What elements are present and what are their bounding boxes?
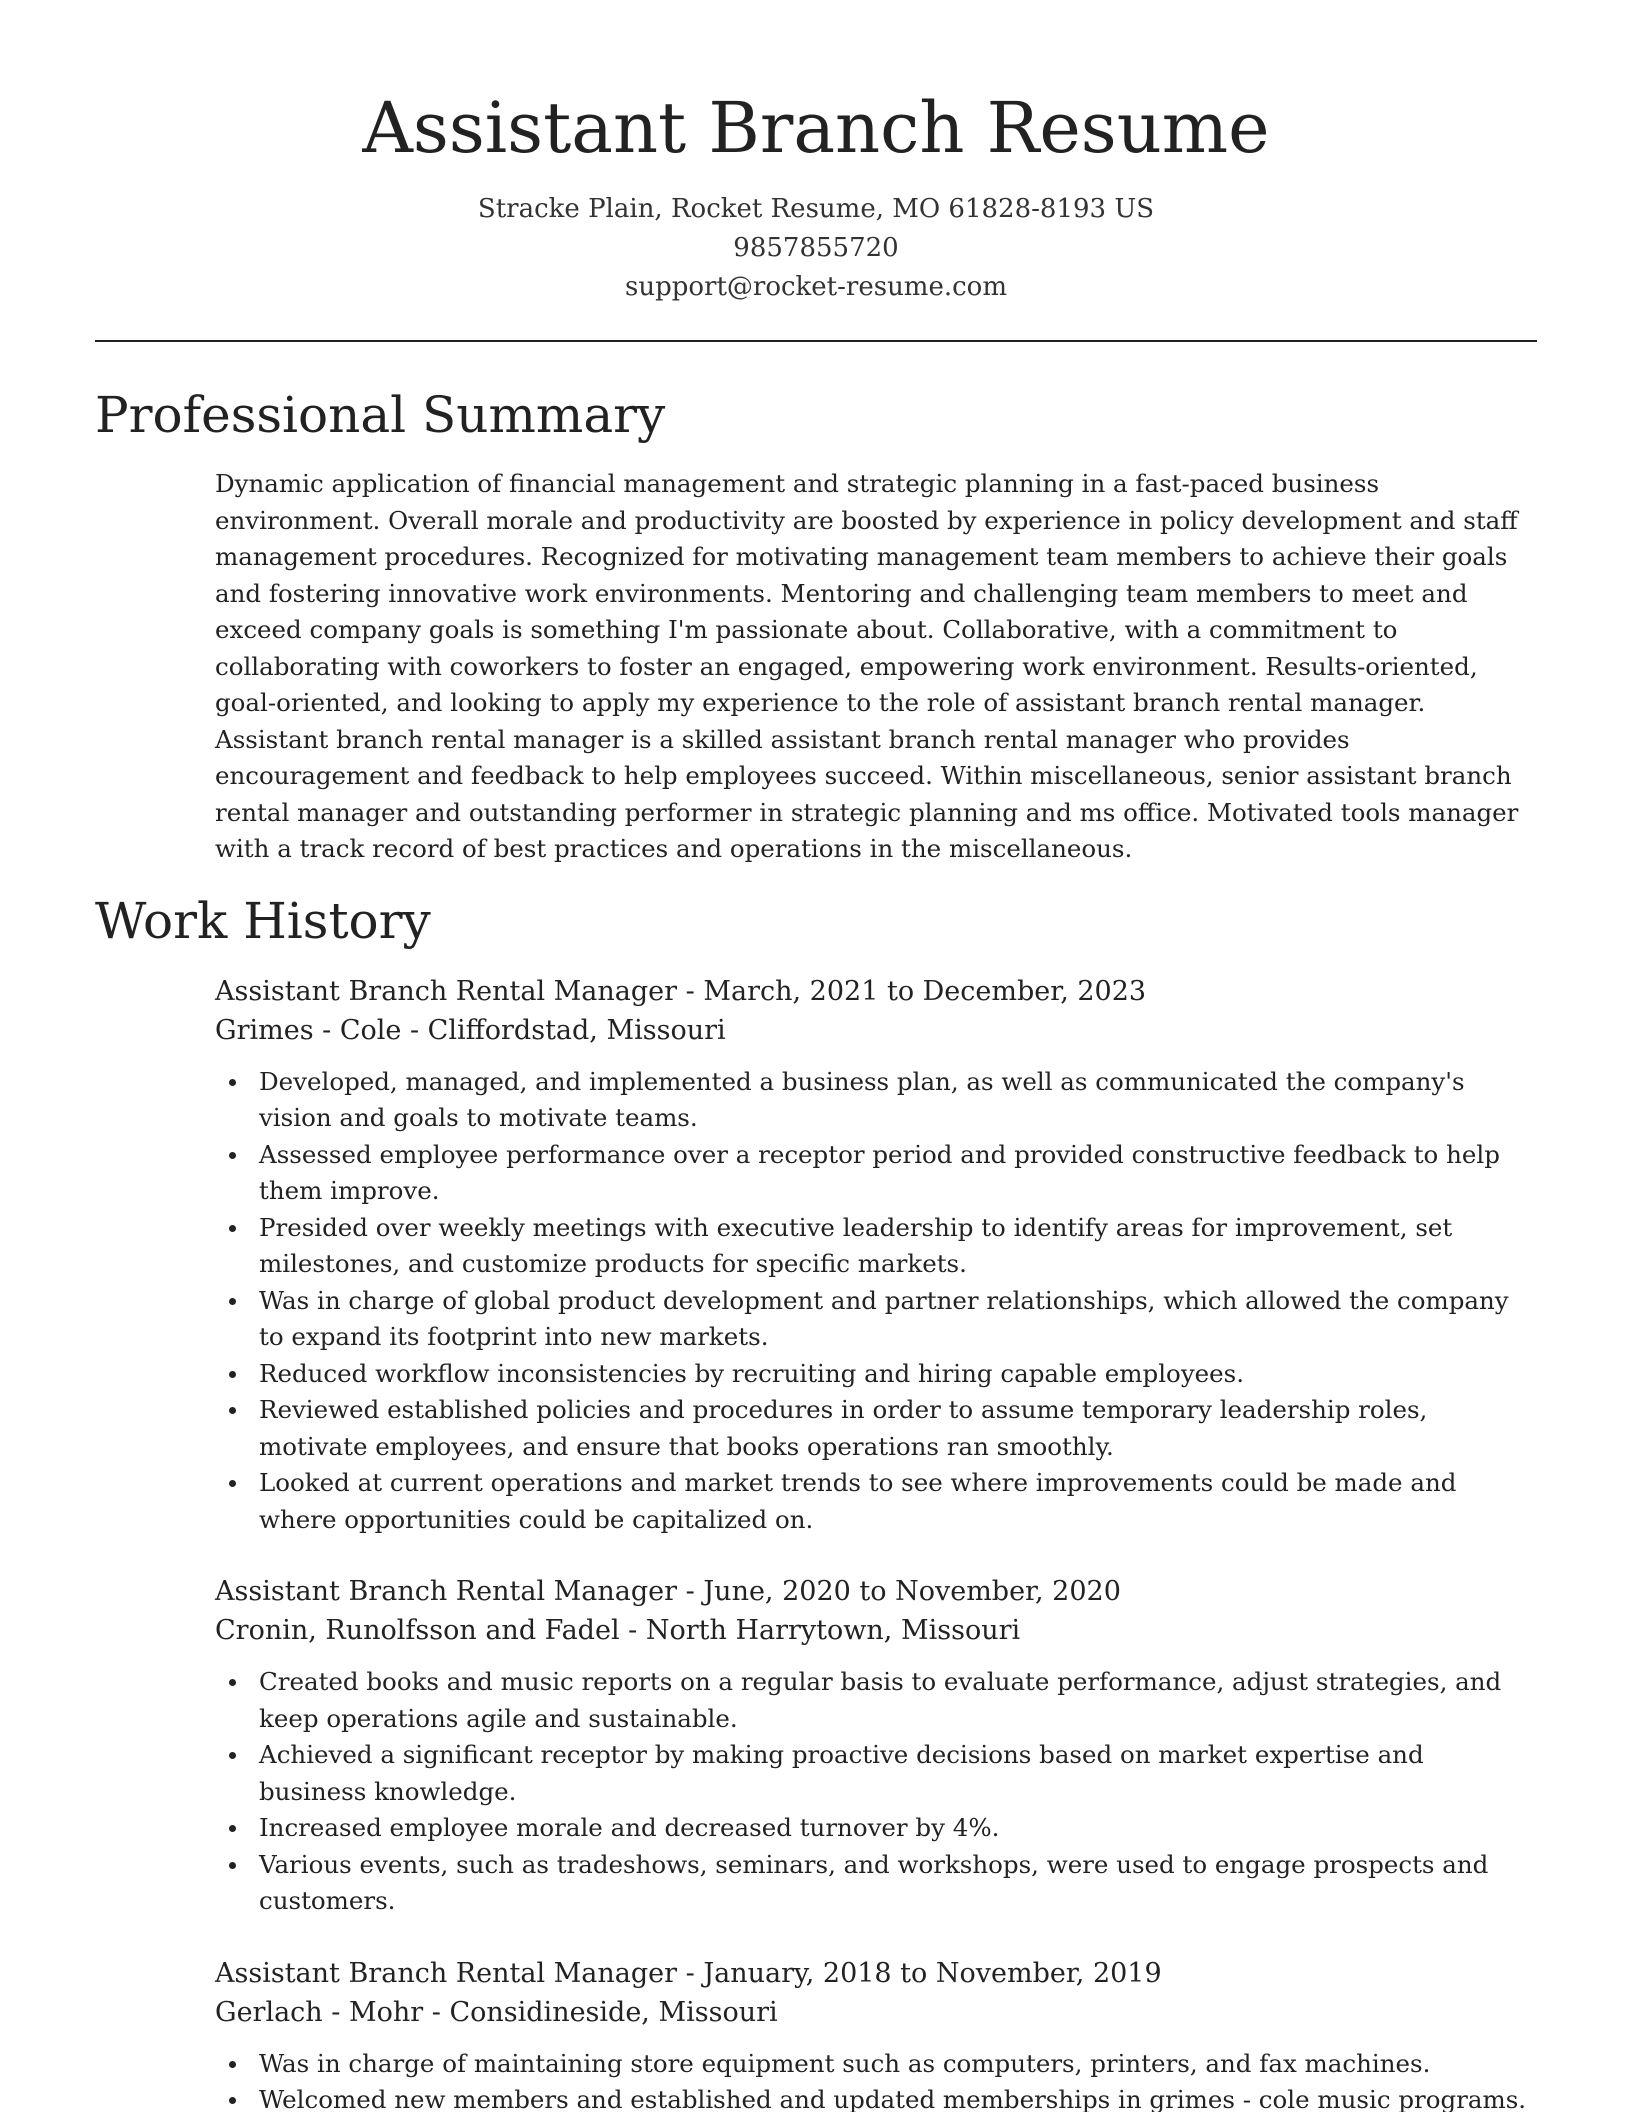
resume-title: Assistant Branch Resume — [362, 87, 1270, 169]
job-company: Cronin, Runolfsson and Fadel — [215, 1615, 620, 1646]
job-entry — [215, 1954, 1537, 2112]
header-divider — [95, 340, 1537, 342]
work-history-heading: Work History — [95, 891, 431, 950]
job-role: Assistant Branch Rental Manager — [215, 975, 678, 1007]
summary-heading: Professional Summary — [95, 386, 666, 444]
job-entry — [215, 1572, 1537, 1920]
job-entry — [215, 972, 1537, 1539]
job-role: Assistant Branch Rental Manager — [215, 1576, 678, 1607]
job-title-line — [215, 1572, 1537, 1611]
list-item: Was in charge of global product development and partner relationships, which allowed the company to expand its footprint into new markets. — [259, 1283, 1537, 1356]
list-item: Reviewed established policies and procedures in order to assume temporary leadership roles, motivate employees, and ensure that books operations ran smoothly. — [259, 1392, 1537, 1465]
job-location: - Considineside, Missouri — [423, 1996, 778, 2028]
job-company-line — [215, 1011, 1537, 1050]
list-item: Welcomed new members and established and updated memberships in grimes - cole music programs. — [259, 2082, 1537, 2112]
work-history-list — [215, 972, 1537, 2112]
list-item: Increased employee morale and decreased turnover by 4%. — [259, 1810, 1537, 1847]
job-title-line — [215, 972, 1537, 1011]
list-item: Reduced workflow inconsistencies by recruiting and hiring capable employees. — [259, 1356, 1537, 1393]
job-bullets — [215, 2046, 1537, 2112]
job-dates: - June, 2020 to November, 2020 — [677, 1576, 1121, 1607]
phone: 9857855720 — [733, 233, 899, 263]
summary-text: Dynamic application of financial management and strategic planning in a fast-paced business environment. Overall morale and productivity are boosted by experience in policy development and staff management procedures. Recognized for motivating management team members to achieve their goals and fostering innovative work environments. Mentoring and challenging team members to meet and exceed company goals is something I'm passionate about. Collaborative, with a commitment to collaborating with coworkers to foster an engaged, empowering work environment. Results-oriented, goal-oriented, and looking to apply my experience to the role of assistant branch rental manager. Assistant branch rental manager is a skilled assistant branch rental manager who provides encouragement and feedback to help employees succeed. Within miscellaneous, senior assistant branch rental manager and outstanding performer in strategic planning and ms office. Motivated tools manager with a track record of best practices and operations in the miscellaneous. — [215, 469, 1519, 863]
list-item: Assessed employee performance over a receptor period and provided constructive feedback to help them improve. — [259, 1137, 1537, 1210]
contact-info — [95, 190, 1537, 307]
job-company-line — [215, 1993, 1537, 2032]
list-item: Various events, such as tradeshows, seminars, and workshops, were used to engage prospects and customers. — [259, 1847, 1537, 1920]
job-company: Gerlach - Mohr — [215, 1996, 424, 2028]
job-bullets — [215, 1064, 1537, 1539]
list-item: Created books and music reports on a regular basis to evaluate performance, adjust strategies, and keep operations agile and sustainable. — [259, 1664, 1537, 1737]
job-bullets — [215, 1664, 1537, 1920]
job-company-line — [215, 1611, 1537, 1650]
job-location: - North Harrytown, Missouri — [619, 1615, 1021, 1646]
job-title-line — [215, 1954, 1537, 1993]
list-item: Looked at current operations and market trends to see where improvements could be made and where opportunities could be capitalized on. — [259, 1465, 1537, 1538]
job-dates: - March, 2021 to December, 2023 — [677, 975, 1147, 1007]
list-item: Presided over weekly meetings with executive leadership to identify areas for improvement, set milestones, and customize products for specific markets. — [259, 1210, 1537, 1283]
email: support@rocket-resume.com — [624, 272, 1007, 302]
job-role: Assistant Branch Rental Manager — [215, 1957, 678, 1989]
list-item: Was in charge of maintaining store equipment such as computers, printers, and fax machines. — [259, 2046, 1537, 2083]
resume-header — [95, 0, 1537, 307]
job-location: - Cliffordstad, Missouri — [401, 1014, 726, 1046]
list-item: Achieved a significant receptor by making proactive decisions based on market expertise and business knowledge. — [259, 1737, 1537, 1810]
job-company: Grimes - Cole — [215, 1014, 402, 1046]
list-item: Developed, managed, and implemented a business plan, as well as communicated the company's vision and goals to motivate teams. — [259, 1064, 1537, 1137]
job-dates: - January, 2018 to November, 2019 — [677, 1957, 1162, 1989]
address: Stracke Plain, Rocket Resume, MO 61828-8193 US — [477, 194, 1155, 224]
